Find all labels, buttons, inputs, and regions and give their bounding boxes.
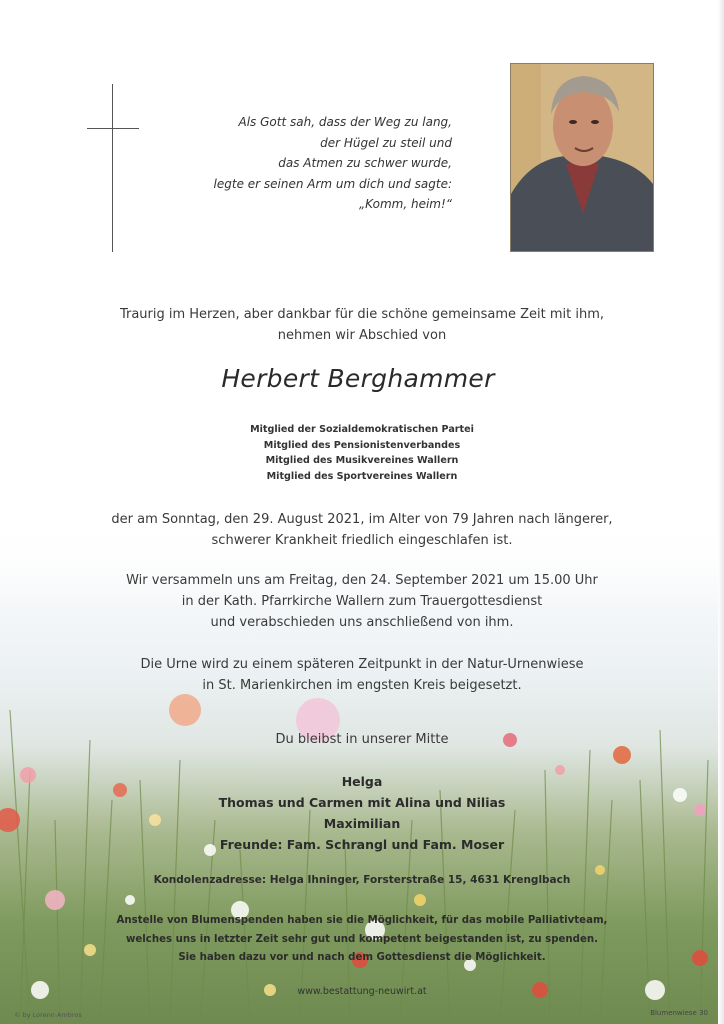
cross-icon-vertical xyxy=(112,84,113,252)
intro-line: nehmen wir Abschied von xyxy=(277,328,447,343)
service-line: und verabschieden uns anschließend von ihm. xyxy=(210,615,514,630)
website-link[interactable]: www.bestattung-neuwirt.at xyxy=(297,986,427,997)
flowers-notice xyxy=(90,912,634,968)
membership-item: Mitglied der Sozialdemokratischen Partei xyxy=(250,424,474,435)
flowers-notice-line: welches uns in letzter Zeit sehr gut und kompetent beigestanden ist, zu spenden. xyxy=(125,933,599,945)
family-member: Thomas und Carmen mit Alina und Nilias xyxy=(218,795,506,810)
death-notice-line: schwerer Krankheit friedlich eingeschlafen ist. xyxy=(211,533,513,548)
poem-line: „Komm, heim!“ xyxy=(358,197,452,212)
family-member: Helga xyxy=(341,774,383,789)
poem-line: der Hügel zu steil und xyxy=(320,135,452,150)
service-line: in der Kath. Pfarrkirche Wallern zum Trauergottesdienst xyxy=(181,594,543,609)
family-member: Freunde: Fam. Schrangl und Fam. Moser xyxy=(219,837,505,852)
poem-line: das Atmen zu schwer wurde, xyxy=(278,156,452,171)
condolence-address: Kondolenzadresse: Helga Ihninger, Forsterstraße 15, 4631 Krenglbach xyxy=(153,874,571,886)
urn-info xyxy=(70,654,654,696)
deceased-name: Herbert Berghammer xyxy=(221,364,495,393)
death-notice-line: der am Sonntag, den 29. August 2021, im Alter von 79 Jahren nach längerer, xyxy=(111,512,613,527)
membership-item: Mitglied des Sportvereines Wallern xyxy=(266,470,458,482)
membership-item: Mitglied des Musikvereines Wallern xyxy=(265,455,459,467)
family-member: Maximilian xyxy=(323,816,401,831)
intro-text xyxy=(90,304,634,346)
template-name: Blumenwiese 30 xyxy=(650,1009,708,1017)
cross-icon-horizontal xyxy=(87,128,139,129)
memberships xyxy=(150,422,574,484)
family-list xyxy=(120,771,604,855)
poem-line: Als Gott sah, dass der Weg zu lang, xyxy=(238,115,452,129)
farewell-text: Du bleibst in unserer Mitte xyxy=(275,732,449,747)
membership-item: Mitglied des Pensionistenverbandes xyxy=(263,439,461,451)
portrait-photo xyxy=(510,63,654,252)
service-info xyxy=(70,570,654,633)
service-line: Wir versammeln uns am Freitag, den 24. September 2021 um 15.00 Uhr xyxy=(126,573,598,588)
flowers-notice-line: Sie haben dazu vor und nach dem Gottesdienst die Möglichkeit. xyxy=(178,952,546,963)
image-credit: © by Lorenn Ambros xyxy=(14,1011,82,1019)
flowers-notice-line: Anstelle von Blumenspenden haben sie die Möglichkeit, für das mobile Palliativteam, xyxy=(116,915,608,926)
poem xyxy=(190,112,452,215)
intro-line: Traurig im Herzen, aber dankbar für die schöne gemeinsame Zeit mit ihm, xyxy=(119,307,605,322)
poem-line: legte er seinen Arm um dich und sagte: xyxy=(213,176,452,191)
urn-line: Die Urne wird zu einem späteren Zeitpunkt in der Natur-Urnenwiese xyxy=(140,657,584,672)
scan-edge xyxy=(718,0,724,1024)
urn-line: in St. Marienkirchen im engsten Kreis beigesetzt. xyxy=(202,678,522,693)
death-notice xyxy=(70,509,654,551)
